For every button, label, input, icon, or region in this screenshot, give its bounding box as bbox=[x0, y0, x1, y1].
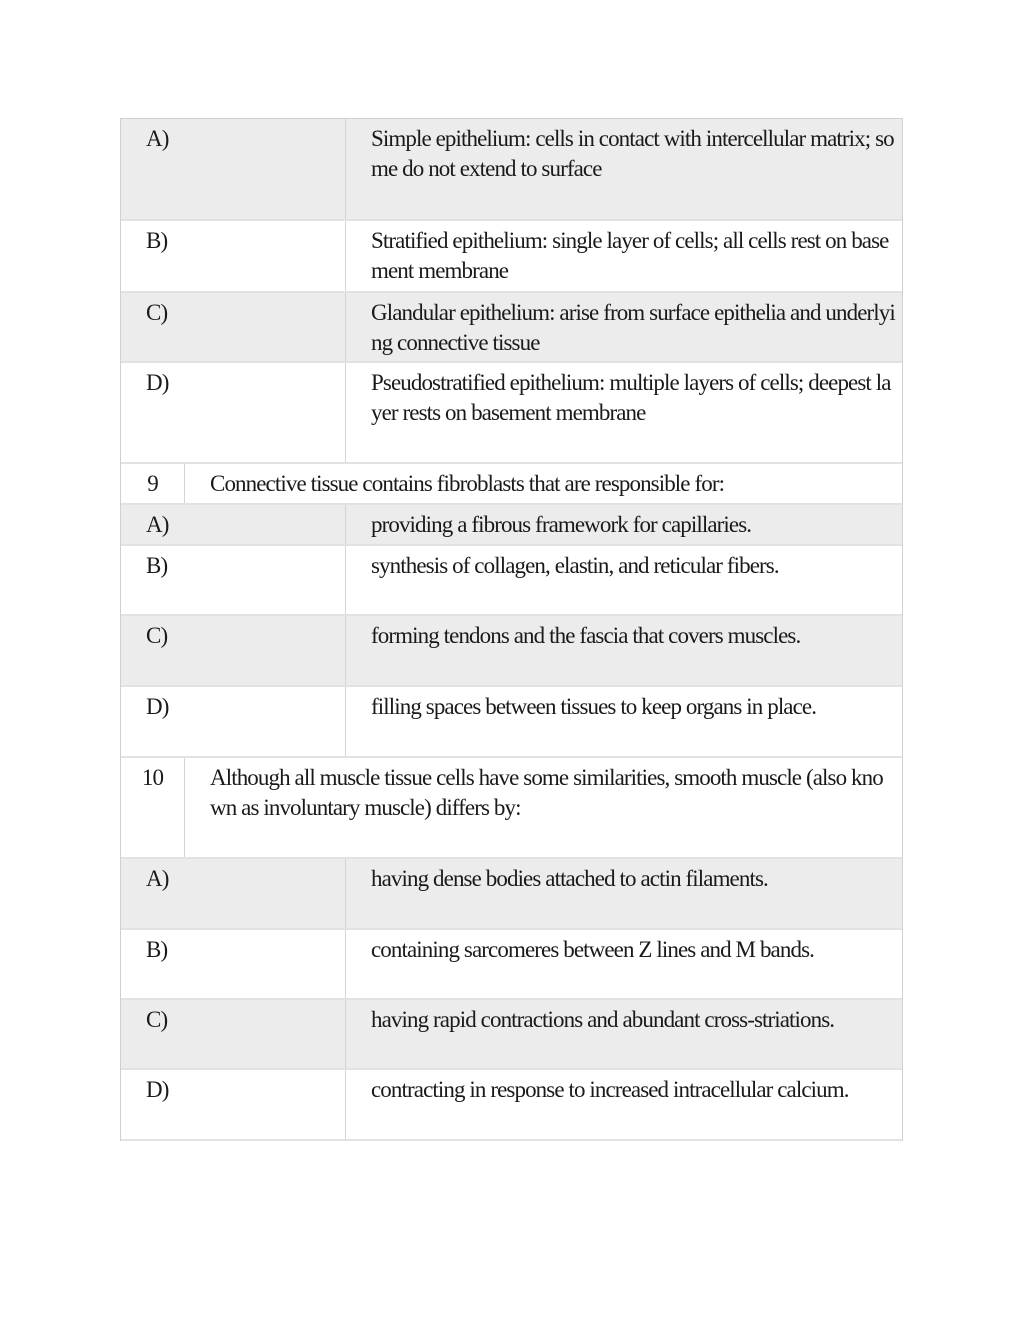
option-letter: A) bbox=[146, 512, 169, 537]
option-text: Simple epithelium: cells in contact with intercellular matrix; some do not extend to surface bbox=[345, 119, 902, 219]
option-row bbox=[121, 930, 902, 1000]
option-letter: D) bbox=[146, 370, 169, 395]
option-letter: A) bbox=[146, 126, 169, 151]
option-row bbox=[121, 546, 902, 616]
option-letter: B) bbox=[146, 937, 168, 962]
question-table bbox=[120, 118, 903, 1141]
question-text: Although all muscle tissue cells have some similarities, smooth muscle (also known as involuntary muscle) differs by: bbox=[210, 765, 883, 820]
question-number: 10 bbox=[121, 758, 185, 857]
question-number: 9 bbox=[121, 464, 185, 503]
option-letter: A) bbox=[146, 866, 169, 891]
question-text: Connective tissue contains fibroblasts that are responsible for: bbox=[210, 471, 725, 496]
option-letter: D) bbox=[146, 1077, 169, 1102]
option-text: contracting in response to increased intracellular calcium. bbox=[345, 1070, 902, 1139]
option-letter: C) bbox=[146, 623, 168, 648]
option-letter: D) bbox=[146, 694, 169, 719]
option-text: containing sarcomeres between Z lines and M bands. bbox=[345, 930, 902, 998]
option-row bbox=[121, 859, 902, 930]
option-row bbox=[121, 1070, 902, 1141]
question-row bbox=[121, 464, 902, 505]
option-text: Pseudostratified epithelium: multiple layers of cells; deepest layer rests on basement membrane bbox=[345, 363, 902, 462]
option-text: Glandular epithelium: arise from surface epithelia and underlying connective tissue bbox=[345, 293, 902, 361]
option-text: providing a fibrous framework for capillaries. bbox=[345, 505, 902, 544]
option-letter: B) bbox=[146, 553, 168, 578]
option-row bbox=[121, 363, 902, 464]
option-row bbox=[121, 119, 902, 221]
option-text: having dense bodies attached to actin filaments. bbox=[345, 859, 902, 928]
option-row bbox=[121, 221, 902, 293]
option-row bbox=[121, 616, 902, 687]
option-letter: C) bbox=[146, 300, 168, 325]
option-text: filling spaces between tissues to keep organs in place. bbox=[345, 687, 902, 756]
question-row bbox=[121, 758, 902, 859]
option-row bbox=[121, 687, 902, 758]
option-row bbox=[121, 1000, 902, 1070]
option-text: having rapid contractions and abundant cross-striations. bbox=[345, 1000, 902, 1068]
option-letter: C) bbox=[146, 1007, 168, 1032]
option-row bbox=[121, 505, 902, 546]
option-row bbox=[121, 293, 902, 363]
option-text: forming tendons and the fascia that covers muscles. bbox=[345, 616, 902, 685]
option-text: Stratified epithelium: single layer of cells; all cells rest on basement membrane bbox=[345, 221, 902, 291]
option-letter: B) bbox=[146, 228, 168, 253]
option-text: synthesis of collagen, elastin, and reticular fibers. bbox=[345, 546, 902, 614]
